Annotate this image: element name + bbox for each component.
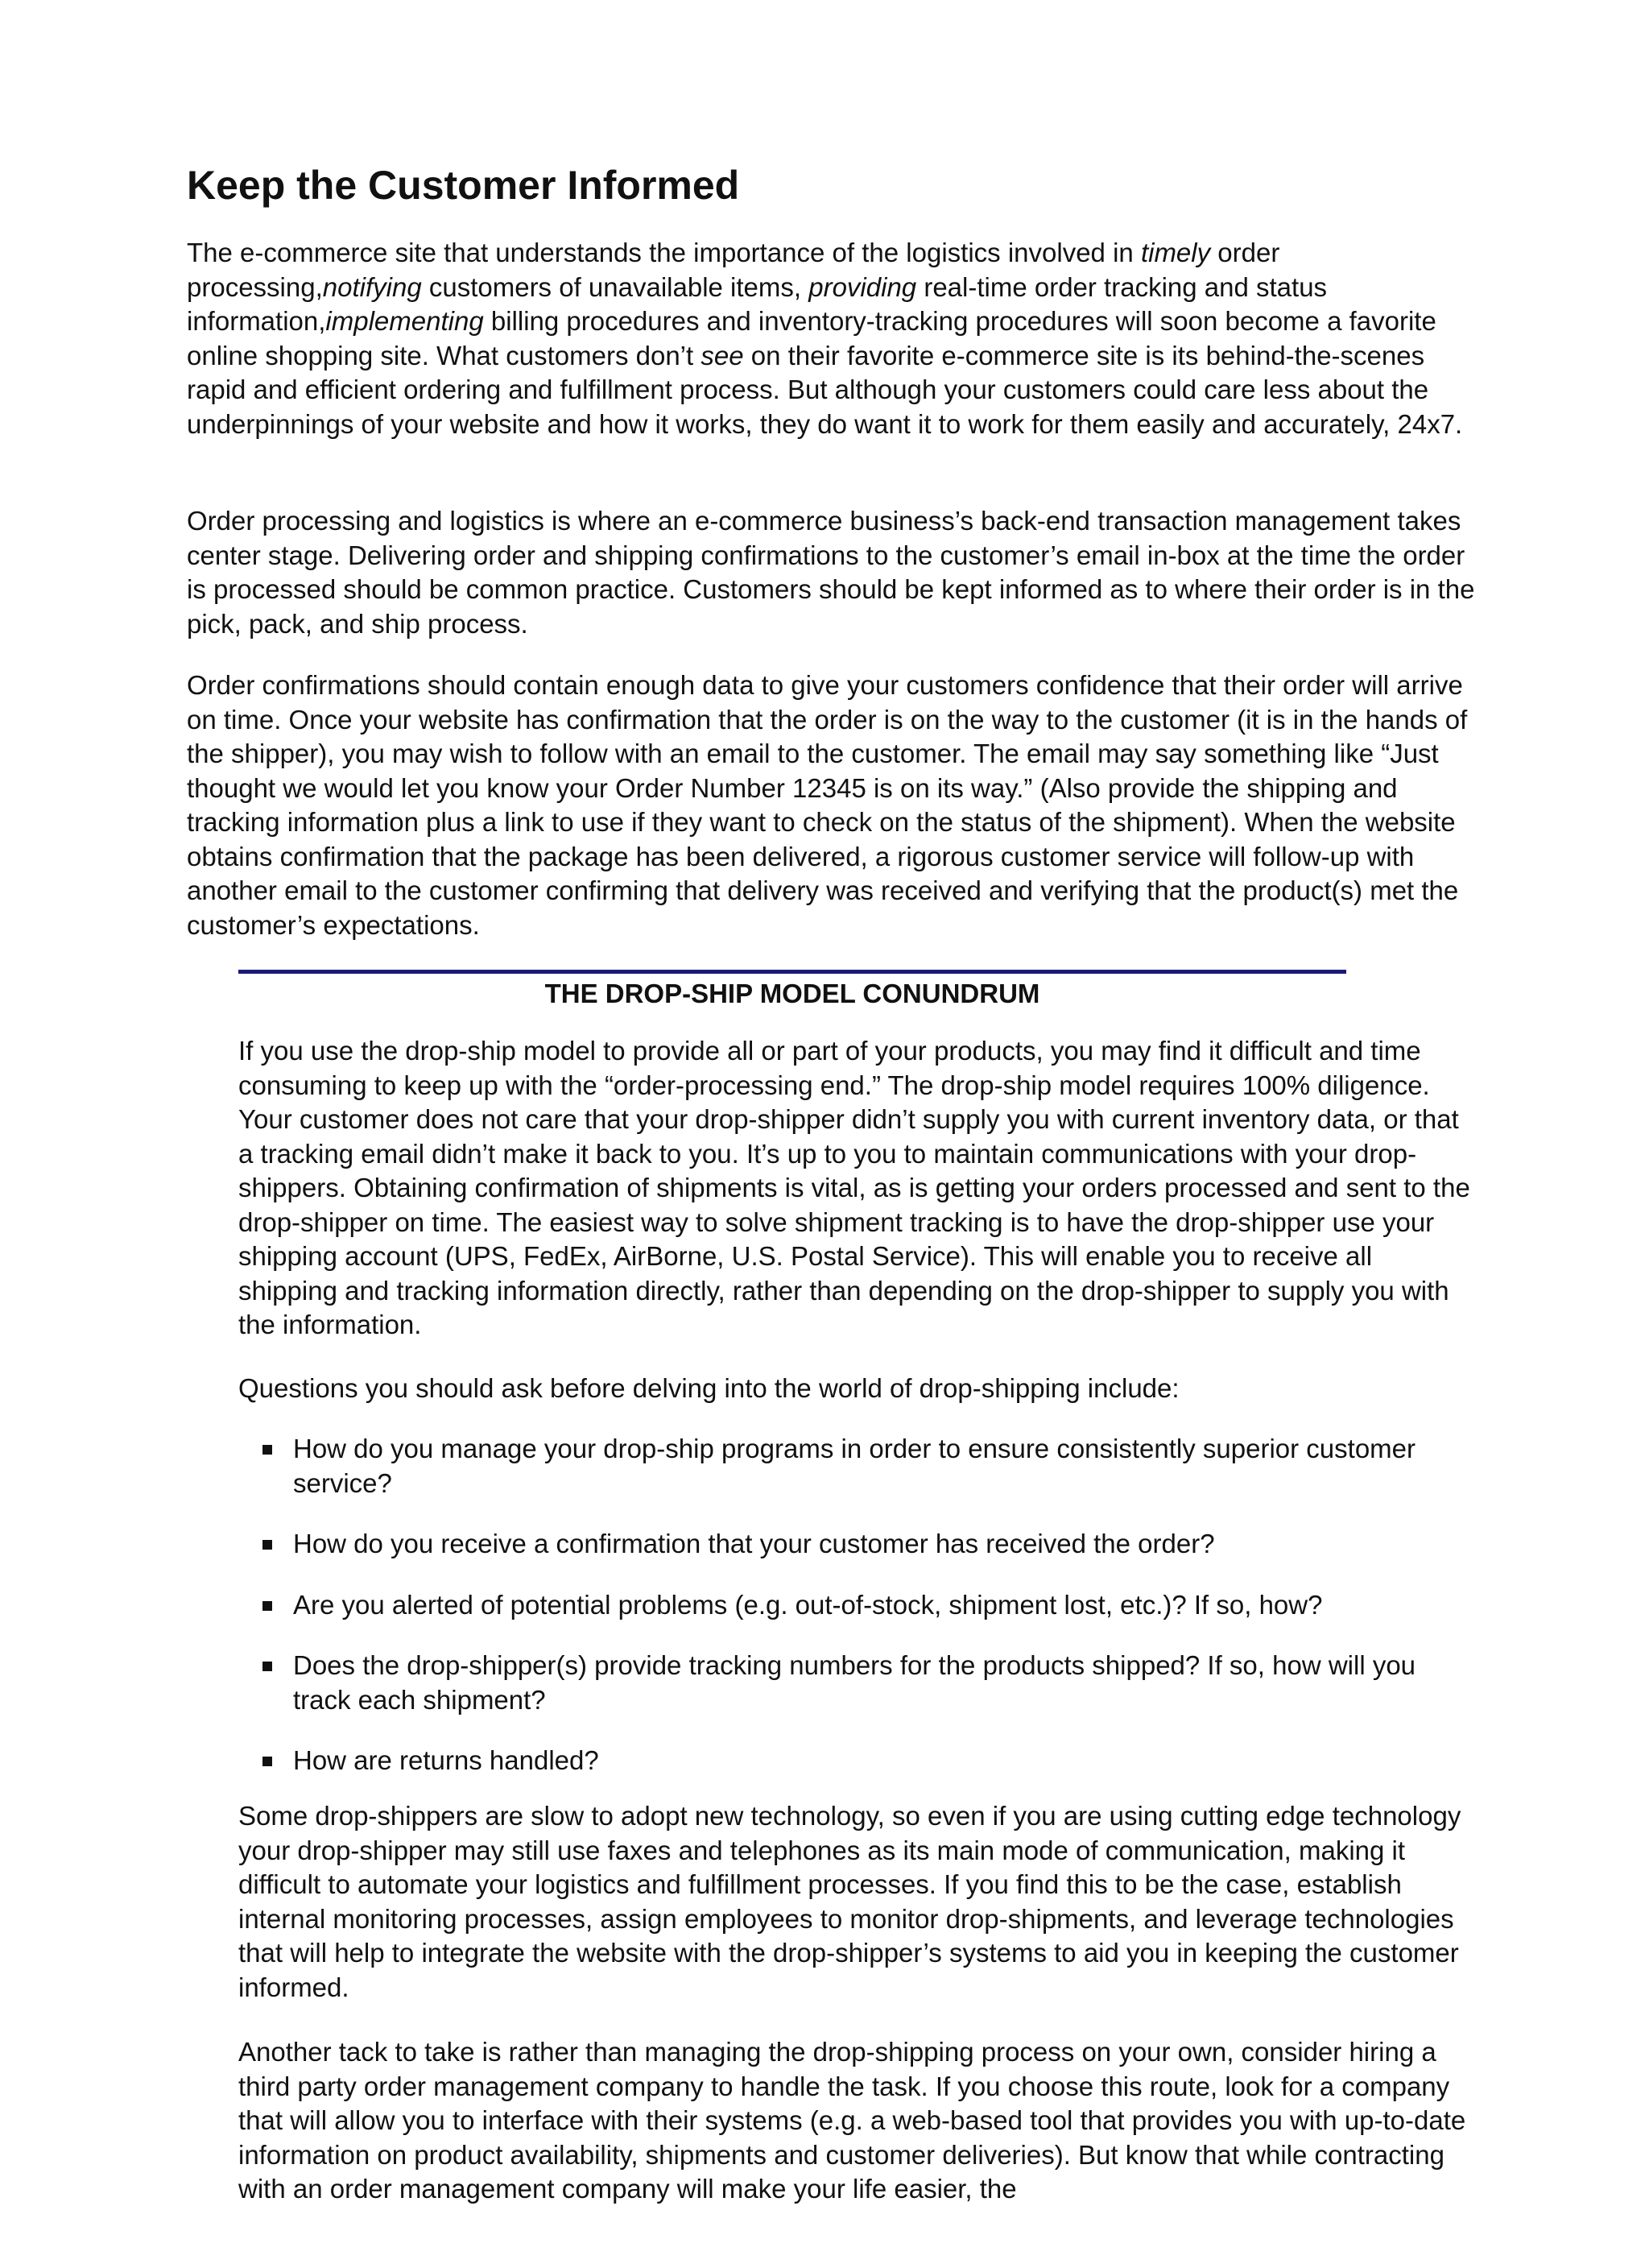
- list-item: [238, 1432, 1478, 1500]
- order-processing-paragraph: Order processing and logistics is where an e-commerce business’s back-end transaction management takes center stage. Delivering order and shipping confirmations to the customer’s email in-box at the time the order is processed should be common practice. Customers should be kept informed as to where their order is in the pick, pack, and ship process.: [187, 506, 1475, 639]
- list-item-text: How do you manage your drop-ship programs in order to ensure consistently superior customer service?: [293, 1434, 1416, 1498]
- bullet-square-icon: [262, 1601, 272, 1611]
- bullet-square-icon: [262, 1757, 272, 1766]
- text-run: customers of unavailable items,: [421, 271, 809, 302]
- questions-list: [238, 1432, 1478, 1805]
- order-confirmations-paragraph: Order confirmations should contain enough data to give your customers confidence that their order will arrive on time. Once your website has confirmation that the order is on the way to the customer (it is in the hands of the shipper), you may wish to follow with an email to the customer. The email may say something like “Just thought we would let you know your Order Number 12345 is on its way.” (Also provide the shipping and tracking information plus a link to use if they want to check on the status of the shipment). When the website obtains confirmation that the package has been delivered, a rigorous customer service will follow-up with another email to the customer confirming that delivery was received and verifying that the product(s) met the customer’s expectations.: [187, 670, 1468, 940]
- sidebar-divider: [238, 970, 1346, 974]
- text-run: order processing,: [187, 238, 1280, 302]
- list-item: [238, 1744, 1478, 1778]
- list-item-text: How are returns handled?: [293, 1745, 599, 1775]
- emphasis-timely: timely: [1140, 238, 1211, 267]
- list-item: [238, 1649, 1478, 1717]
- text-run: real-time order tracking and status information,: [187, 271, 1328, 336]
- text-run: billing procedures and inventory-tracking procedures will soon become a favorite online shopping site. What customers don’t: [187, 306, 1436, 370]
- sidebar-title: THE DROP-SHIP MODEL CONUNDRUM: [544, 979, 1040, 1008]
- page-title: Keep the Customer Informed: [187, 163, 740, 208]
- sidebar-paragraph-questions-intro: Questions you should ask before delving into the world of drop-shipping include:: [238, 1373, 1180, 1403]
- bullet-square-icon: [262, 1662, 272, 1671]
- emphasis-providing: providing: [808, 271, 917, 302]
- emphasis-notifying: notifying: [322, 271, 422, 302]
- emphasis-implementing: implementing: [325, 306, 484, 336]
- list-item-text: Are you alerted of potential problems (e.g. out-of-stock, shipment lost, etc.)? If so, how?: [293, 1589, 1323, 1620]
- bullet-square-icon: [262, 1540, 272, 1550]
- text-run: The e-commerce site that understands the importance of the logistics involved in: [187, 238, 1141, 267]
- text-run: on their favorite e-commerce site is its behind-the-scenes rapid and efficient ordering and fulfillment process. But although your customers could care less about the underpinnings of your website and how it works, they do want it to work for them easily and accurately, 24x7.: [187, 340, 1463, 439]
- sidebar-paragraph-third-party: Another tack to take is rather than managing the drop-shipping process on your own, consider hiring a third party order management company to handle the task. If you choose this route, look for a company that will allow you to interface with their systems (e.g. a web-based tool that provides you with up-to-date information on product availability, shipments and customer deliveries). But know that while contracting with an order management company will make your life easier, the: [238, 2037, 1466, 2204]
- bullet-square-icon: [262, 1445, 272, 1455]
- intro-paragraph: [187, 236, 1475, 441]
- sidebar-paragraph-dropship: If you use the drop-ship model to provide all or part of your products, you may find it difficult and time consuming to keep up with the “order-processing end.” The drop-ship model requires 100% diligence. Your customer does not care that your drop-shipper didn’t supply you with current inventory data, or that a tracking email didn’t make it back to you. It’s up to you to maintain communications with your drop-shippers. Obtaining confirmation of shipments is vital, as is getting your orders processed and sent to the drop-shipper on time. The easiest way to solve shipment tracking is to have the drop-shipper use your shipping account (UPS, FedEx, AirBorne, U.S. Postal Service). This will enable you to receive all shipping and tracking information directly, rather than depending on the drop-shipper to supply you with the information.: [238, 1036, 1470, 1339]
- emphasis-see: see: [701, 340, 744, 370]
- sidebar-paragraph-slow-adopters: Some drop-shippers are slow to adopt new technology, so even if you are using cutting edge technology your drop-shipper may still use faxes and telephones as its main mode of communication, making it difficult to automate your logistics and fulfillment processes. If you find this to be the case, establish internal monitoring processes, assign employees to monitor drop-shipments, and leverage technologies that will help to integrate the website with the drop-shipper’s systems to aid you in keeping the customer informed.: [238, 1801, 1461, 2002]
- list-item-text: How do you receive a confirmation that your customer has received the order?: [293, 1529, 1215, 1558]
- list-item: [238, 1527, 1478, 1562]
- list-item: [238, 1588, 1478, 1623]
- list-item-text: Does the drop-shipper(s) provide tracking numbers for the products shipped? If so, how will you track each shipment?: [293, 1650, 1416, 1715]
